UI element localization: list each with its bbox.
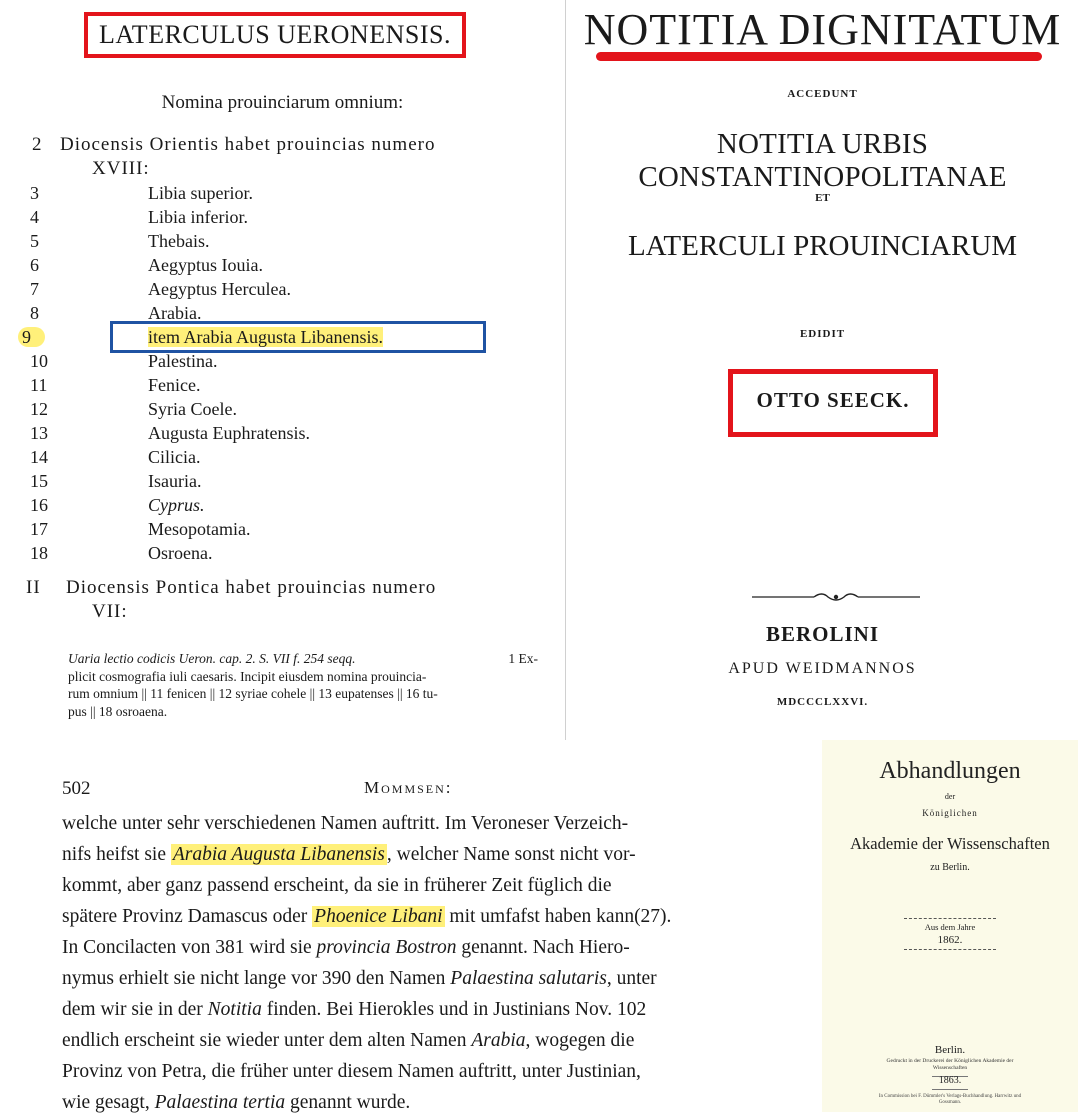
- province-number: 4: [30, 207, 39, 227]
- commission-line: In Commission bei F. Dümmler's Verlags-Buchhandlung. Harrwitz und Gossmann.: [878, 1094, 1022, 1105]
- province-number: 13: [30, 423, 48, 443]
- province-name: Syria Coele.: [148, 399, 237, 419]
- province-number: 6: [30, 255, 39, 275]
- province-number: 9: [30, 327, 60, 348]
- province-number: 15: [30, 471, 48, 491]
- text-line-5: In Concilacten von 381 wird sie provincia Bostron genannt. Nach Hiero-: [62, 937, 630, 958]
- printer-line: Gedruckt in der Druckerei der Königlichen Akademie der Wissenschaften: [886, 1058, 1014, 1071]
- province-name: Aegyptus Herculea.: [148, 279, 291, 299]
- abhandlungen-akademie: Akademie der Wissenschaften: [850, 834, 1050, 853]
- printer-ornament: [752, 590, 920, 604]
- accedunt-label: ACCEDUNT: [787, 88, 858, 100]
- et-label: ET: [815, 192, 830, 204]
- text-line-4: spätere Provinz Damascus oder Phoenice Libani mit umfafst haben kann(27).: [62, 906, 672, 927]
- province-name: Arabia.: [148, 303, 202, 323]
- footnote: [68, 650, 538, 720]
- footnote-line1-rest: 1 Ex-: [508, 651, 538, 666]
- text-line-6: nymus erhielt sie nicht lange vor 390 den Namen Palaestina salutaris, unter: [62, 968, 657, 989]
- footnote-italic: Uaria lectio codicis Ueron. cap. 2. S. VII f. 254 seqq.: [68, 651, 356, 666]
- laterculus-subtitle: Nomina prouinciarum omnium:: [161, 92, 404, 113]
- province-name: Fenice.: [148, 375, 201, 395]
- notitia-title: NOTITIA DIGNITATUM: [583, 5, 1062, 54]
- notitia-subtitle-1: NOTITIA URBIS CONSTANTINOPOLITANAE: [638, 128, 1007, 193]
- text-line-10: wie gesagt, Palaestina tertia genannt wurde.: [62, 1092, 411, 1113]
- oriens-number: 2: [32, 134, 43, 155]
- province-name: Thebais.: [148, 231, 210, 251]
- text-line-8: endlich erscheint sie wieder unter dem alten Namen Arabia, wogegen die: [62, 1030, 635, 1051]
- place-of-publication: BEROLINI: [765, 622, 880, 646]
- province-number: 10: [30, 351, 48, 371]
- province-name: Isauria.: [148, 471, 202, 491]
- province-number: 16: [30, 495, 48, 515]
- abhandlungen-koniglichen: Königlichen: [922, 808, 978, 818]
- province-number: 8: [30, 303, 39, 323]
- abhandlungen-der: der: [944, 792, 956, 801]
- text-line-9: Provinz von Petra, die früher unter diesem Namen auftritt, unter Justinian,: [62, 1061, 641, 1082]
- province-name: Cyprus.: [148, 495, 205, 515]
- province-name: Mesopotamia.: [148, 519, 251, 539]
- province-number: 12: [30, 399, 48, 419]
- province-name: Cilicia.: [148, 447, 201, 467]
- footnote-line4: pus || 18 osroaena.: [68, 703, 168, 719]
- pontica-heading-line1: Diocensis Pontica habet prouincias numero: [66, 577, 437, 598]
- notitia-subtitle-2: LATERCULI PROUINCIARUM: [627, 230, 1018, 262]
- province-name: Augusta Euphratensis.: [148, 423, 310, 443]
- province-name: Osroena.: [148, 543, 213, 563]
- pontica-heading-line2: VII:: [92, 601, 128, 622]
- province-number: 3: [30, 183, 39, 203]
- page-number: 502: [62, 778, 91, 799]
- province-number: 14: [30, 447, 48, 467]
- province-number: 7: [30, 279, 39, 299]
- footnote-line3: rum omnium || 11 fenicen || 12 syriae cohele || 13 eupatenses || 16 tu-: [68, 686, 438, 701]
- text-line-3: kommt, aber ganz passend erscheint, da sie in früherer Zeit füglich die: [62, 875, 612, 896]
- imprint-year: 1863.: [938, 1075, 962, 1086]
- province-name: Libia superior.: [148, 183, 253, 203]
- province-number: 17: [30, 519, 48, 539]
- laterculus-panel: [0, 0, 565, 740]
- edidit-label: EDIDIT: [799, 328, 846, 340]
- province-name: item Arabia Augusta Libanensis.: [148, 327, 383, 347]
- abhandlungen-title: Abhandlungen: [879, 758, 1021, 784]
- laterculus-title-box: [84, 12, 466, 58]
- imprint-place: Berlin.: [934, 1044, 966, 1056]
- author-name: OTTO SEECK.: [756, 388, 910, 412]
- province-name: Aegyptus Iouia.: [148, 255, 263, 275]
- province-number: 18: [30, 543, 48, 563]
- footnote-line2: plicit cosmografia iuli caesaris. Incipit eiusdem nomina prouincia-: [68, 668, 427, 684]
- text-line-1: welche unter sehr verschiedenen Namen auftritt. Im Veroneser Verzeich-: [62, 813, 629, 834]
- notitia-panel: [565, 0, 1078, 740]
- publication-year: MDCCCLXXVI.: [776, 696, 869, 708]
- province-name: Palestina.: [148, 351, 218, 371]
- author-box: [728, 369, 938, 437]
- running-head: Mommsen:: [364, 778, 453, 797]
- volume-year: 1862.: [937, 934, 963, 946]
- abhandlungen-panel: [822, 740, 1078, 1112]
- text-line-2: nifs heifst sie Arabia Augusta Libanensis , welcher Name sonst nicht vor-: [62, 844, 636, 865]
- pontica-number: II: [26, 577, 41, 598]
- province-name: Libia inferior.: [148, 207, 248, 227]
- abhandlungen-zu-berlin: zu Berlin.: [930, 862, 970, 873]
- laterculus-title: LATERCULUS UERONENSIS.: [99, 20, 451, 49]
- aus-dem-jahre: Aus dem Jahre: [924, 922, 976, 932]
- oriens-heading-line2: XVIII:: [92, 158, 150, 179]
- oriens-heading-line1: Diocensis Orientis habet prouincias numero: [60, 134, 436, 155]
- province-number: 11: [30, 375, 48, 395]
- publisher: APUD WEIDMANNOS: [728, 660, 917, 677]
- text-line-7: dem wir sie in der Notitia finden. Bei Hierokles und in Justinians Nov. 102: [62, 999, 647, 1020]
- mommsen-panel: [0, 740, 820, 1112]
- province-number: 5: [30, 231, 39, 251]
